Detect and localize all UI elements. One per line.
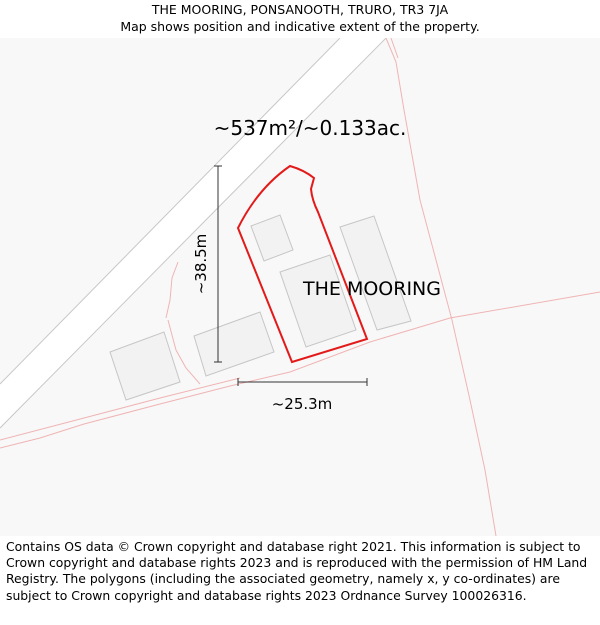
property-address-title: THE MOORING, PONSANOOTH, TRURO, TR3 7JA xyxy=(151,2,449,17)
height-measure-label: ~38.5m xyxy=(192,233,210,295)
width-measure-label: ~25.3m xyxy=(271,395,333,413)
area-label: ~537m²/~0.133ac. xyxy=(213,116,407,140)
map-subtitle: Map shows position and indicative extent of the property. xyxy=(120,19,480,34)
map-header xyxy=(0,0,600,38)
copyright-attribution: Contains OS data © Crown copyright and database right 2021. This information is subject to Crown copyright and database rights 2023 and is reproduced with the permission of HM Land Registry. The polygons (including the associated geometry, namely x, y co-ordinates) are subject to Crown copyright and database rights 2023 Ordnance Survey 100026316. xyxy=(6,539,588,603)
property-name-label: THE MOORING xyxy=(303,278,441,300)
property-map xyxy=(0,38,600,536)
